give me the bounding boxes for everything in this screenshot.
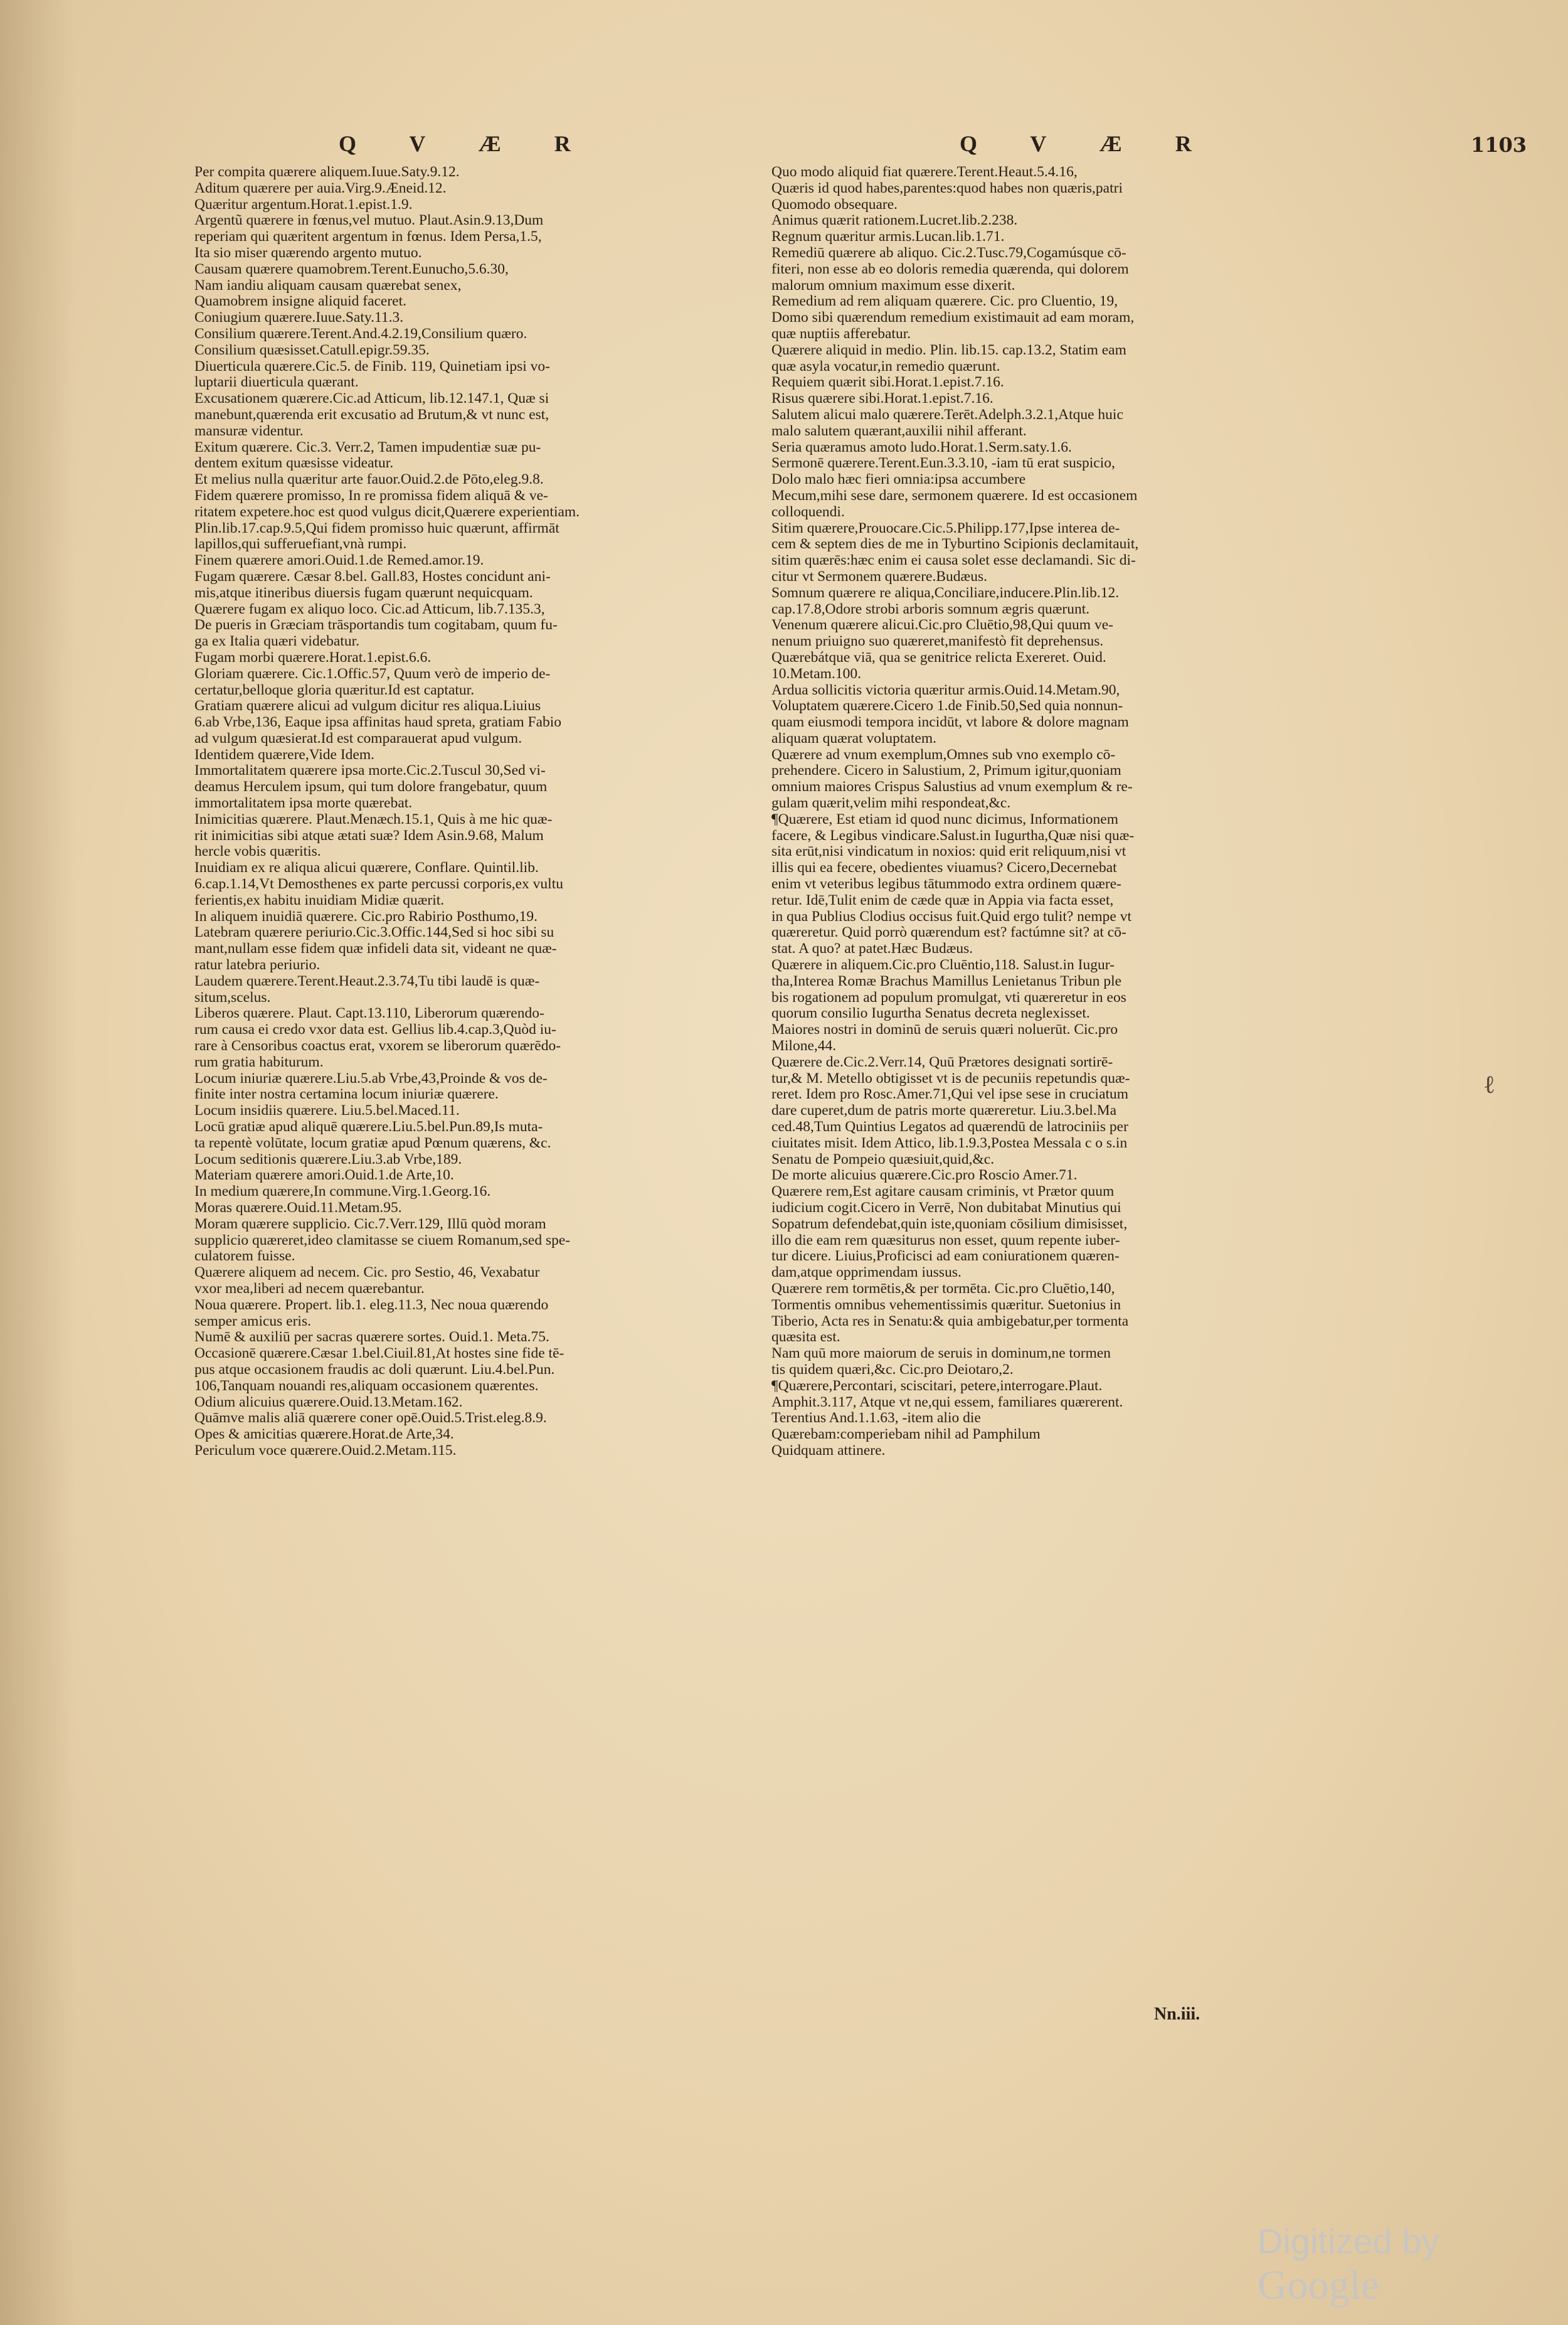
text-line: Quærere de.Cic.2.Verr.14, Quū Prætores designati sortirē- — [771, 1054, 1113, 1070]
text-line: ciuitates misit. Idem Attico, lib.1.9.3,Postea Messala c o s.in — [771, 1135, 1128, 1151]
text-line: Quidquam attinere. — [771, 1442, 886, 1459]
text-line: Quærere aliquem ad necem. Cic. pro Sestio, 46, Vexabatur — [194, 1265, 540, 1281]
text-line: fiteri, non esse ab eo doloris remedia quærenda, qui dolorem — [771, 261, 1129, 277]
text-line: finite inter nostra certamina locum iniuriæ quærere. — [194, 1087, 499, 1103]
text-line: ¶Quærere,Percontari, sciscitari, petere,interrogare.Plaut. — [771, 1378, 1103, 1394]
text-line: 6.cap.1.14,Vt Demosthenes ex parte percussi corporis,ex vultu — [194, 876, 563, 893]
text-line: Animus quærit rationem.Lucret.lib.2.238. — [771, 213, 1018, 229]
text-line: dentem exitum quæsisse videatur. — [194, 455, 394, 472]
text-line: 106,Tanquam nouandi res,aliquam occasionem quærentes. — [194, 1378, 539, 1394]
text-line: Opes & amicitias quærere.Horat.de Arte,34. — [194, 1427, 454, 1443]
text-line: Venenum quærere alicui.Cic.pro Cluētio,98,Qui quum ve- — [771, 617, 1113, 634]
text-line: Dolo malo hæc fieri omnia:ipsa accumbere — [771, 472, 1026, 488]
text-line: mansuræ videntur. — [194, 423, 304, 439]
text-line: quorum consilio Iugurtha Senatus decreta neglexisset. — [771, 1006, 1090, 1022]
watermark-brand: Google — [1258, 2262, 1380, 2308]
text-line: Laudem quærere.Terent.Heaut.2.3.74,Tu tibi laudē is quæ- — [194, 973, 540, 989]
text-line: Voluptatem quærere.Cicero 1.de Finib.50,Sed quia nonnun- — [771, 698, 1123, 715]
page-edge-shadow — [0, 0, 75, 2325]
text-line: Aditum quærere per auia.Virg.9.Æneid.12. — [194, 180, 447, 196]
text-line: Plin.lib.17.cap.9.5,Qui fidem promisso huic quærunt, affirmāt — [194, 520, 559, 536]
text-line: culatorem fuisse. — [194, 1248, 295, 1265]
text-line: Quærebátque viā, qua se genitrice relicta Exereret. Ouid. — [771, 649, 1106, 666]
text-line: retur. Idē,Tulit enim de cæde quæ in Appia via facta esset, — [771, 892, 1114, 908]
text-line: omnium maiores Crispus Salustius ad vnum exemplum & re- — [771, 779, 1133, 795]
text-line: De pueris in Græciam trāsportandis tum cogitabam, quum fu- — [194, 617, 558, 634]
margin-mark: ℓ — [1483, 1070, 1496, 1099]
text-line: Diuerticula quærere.Cic.5. de Finib. 119, Quinetiam ipsi vo- — [194, 358, 550, 375]
text-line: Excusationem quærere.Cic.ad Atticum, lib.12.147.1, Quæ si — [194, 391, 549, 407]
text-line: Liberos quærere. Plaut. Capt.13.110, Liberorum quærendo- — [194, 1006, 544, 1022]
text-line: Remediū quærere ab aliquo. Cic.2.Tusc.79,Cogamúsque cō- — [771, 245, 1126, 261]
text-line: ratur latebra periurio. — [194, 957, 320, 974]
text-line: Quamobrem insigne aliquid faceret. — [194, 294, 407, 310]
text-line: Locum insidiis quærere. Liu.5.bel.Maced.11. — [194, 1103, 460, 1119]
text-line: In aliquem inuidiā quærere. Cic.pro Rabirio Posthumo,19. — [194, 908, 538, 925]
signature-mark: Nn.iii. — [1154, 2004, 1200, 2024]
text-line: Ita sio miser quærendo argento mutuo. — [194, 245, 422, 261]
text-line: Latebram quærere periurio.Cic.3.Offic.144,Sed si hoc sibi su — [194, 925, 554, 941]
text-line: luptarii diuerticula quærant. — [194, 375, 359, 391]
text-line: Tiberio, Acta res in Senatu:& quia ambigebatur,per tormenta — [771, 1313, 1129, 1329]
text-line: Quo modo aliquid fiat quærere.Terent.Heaut.5.4.16, — [771, 164, 1078, 180]
text-line: cem & septem dies de me in Tyburtino Scipionis declamitauit, — [771, 536, 1139, 553]
text-line: Quæris id quod habes,parentes:quod habes non quæris,patri — [771, 180, 1123, 196]
text-line: gulam quærit,velim mihi respondeat,&c. — [771, 795, 1011, 812]
text-line: Causam quærere quamobrem.Terent.Eunucho,5.6.30, — [194, 261, 509, 277]
text-line: Locū gratiæ apud aliquē quærere.Liu.5.bel.Pun.89,Is muta- — [194, 1119, 543, 1136]
text-line: Identidem quærere,Vide Idem. — [194, 747, 375, 763]
text-line: dare cuperet,dum de patris morte quæreretur. Liu.3.bel.Ma — [771, 1103, 1117, 1119]
text-line: colloquendi. — [771, 504, 845, 520]
text-line: supplicio quæreret,ideo clamitasse se ciuem Romanum,sed spe- — [194, 1232, 571, 1248]
text-line: certatur,belloque gloria quæritur.Id est captatur. — [194, 682, 475, 698]
text-line: Occasionē quærere.Cæsar 1.bel.Ciuil.81,At hostes sine fide tē- — [194, 1346, 564, 1362]
text-line: quæ nuptiis afferebatur. — [771, 326, 911, 342]
text-line: in qua Publius Clodius occisus fuit.Quid ergo tulit? nempe vt — [771, 908, 1131, 925]
text-line: Consilium quæsisset.Catull.epigr.59.35. — [194, 342, 430, 358]
text-line: tis quidem quæri,&c. Cic.pro Deiotaro,2. — [771, 1361, 1014, 1378]
text-line: sita erūt,nisi vindicatum in noxios: quid erit reliquum,nisi vt — [771, 844, 1126, 860]
text-line: facere, & Legibus vindicare.Salust.in Iugurtha,Quæ nisi quæ- — [771, 827, 1135, 844]
text-line: malorum omnium maximum esse dixerit. — [771, 277, 1015, 294]
text-line: ad vulgum quæsierat.Id est comparauerat apud vulgum. — [194, 730, 522, 747]
text-line: Milone,44. — [771, 1038, 837, 1055]
text-line: reperiam qui quæritent argentum in fœnus. Idem Persa,1.5, — [194, 229, 542, 245]
text-line: ferientis,ex habitu inuidiam Midiæ quærit. — [194, 892, 445, 908]
text-line: rum causa ei credo vxor data est. Gellius lib.4.cap.3,Quòd iu- — [194, 1022, 556, 1038]
right-column — [771, 164, 1292, 1459]
text-line: Sermonē quærere.Terent.Eun.3.3.10, -iam tū erat suspicio, — [771, 455, 1115, 472]
text-line: Odium alicuius quærere.Ouid.13.Metam.162. — [194, 1394, 463, 1410]
text-line: rare à Censoribus coactus erat, vxorem se liberorum quærēdo- — [194, 1038, 561, 1055]
text-line: mis,atque itineribus diuersis fugam quærunt nequicquam. — [194, 585, 533, 601]
page-number: 1103 — [1471, 133, 1527, 157]
text-line: Exitum quærere. Cic.3. Verr.2, Tamen impudentiæ suæ pu- — [194, 439, 541, 455]
text-line: Salutem alicui malo quærere.Terēt.Adelph.3.2.1,Atque huic — [771, 407, 1123, 423]
running-head-right: Q V Æ R — [960, 131, 1216, 156]
text-line: Moras quærere.Ouid.11.Metam.95. — [194, 1200, 402, 1216]
text-line: quam eiusmodi tempora incidūt, vt labore & dolore magnam — [771, 715, 1129, 731]
text-line: malo salutem quærant,auxilii nihil afferant. — [771, 423, 1027, 439]
text-line: Amphit.3.117, Atque vt ne,qui essem, familiares quærerent. — [771, 1394, 1123, 1410]
digitization-watermark — [1258, 2221, 1568, 2309]
text-line: illo die eam rem quæsiturus non esset, quum repente iuber- — [771, 1232, 1120, 1248]
text-line: bis rogationem ad populum promulgat, vti quæreretur in eos — [771, 989, 1126, 1006]
running-head-left: Q V Æ R — [339, 131, 595, 156]
text-line: manebunt,quærenda erit excusatio ad Brutum,& vt nunc est, — [194, 407, 549, 423]
text-line: quæ asyla vocatur,in remedio quærunt. — [771, 358, 1000, 375]
text-line: vxor mea,liberi ad necem quærebantur. — [194, 1280, 425, 1297]
text-line: Sopatrum defendebat,quin iste,quoniam cōsilium dimisisset, — [771, 1216, 1128, 1232]
text-line: Numē & auxiliū per sacras quærere sortes. Ouid.1. Meta.75. — [194, 1329, 549, 1346]
text-line: Risus quærere sibi.Horat.1.epist.7.16. — [771, 391, 993, 407]
text-line: Gratiam quærere alicui ad vulgum dicitur res aliqua.Liuius — [194, 698, 541, 715]
text-line: Nam iandiu aliquam causam quærebat senex, — [194, 277, 462, 294]
text-line: dam,atque opprimendam iussus. — [771, 1265, 961, 1281]
text-line: ¶Quærere, Est etiam id quod nunc dicimus, Informationem — [771, 811, 1118, 827]
text-line: Quærere ad vnum exemplum,Omnes sub vno exemplo cō- — [771, 747, 1116, 763]
text-line: Inimicitias quærere. Plaut.Menæch.15.1, Quis à me hic quæ- — [194, 811, 553, 827]
text-line: Fidem quærere promisso, In re promissa fidem aliquā & ve- — [194, 487, 548, 504]
text-line: rit inimicitias sibi atque ætati suæ? Idem Asin.9.68, Malum — [194, 827, 544, 844]
text-line: Somnum quærere re aliqua,Conciliare,inducere.Plin.lib.12. — [771, 585, 1120, 601]
text-line: aliquam quærat voluptatem. — [771, 730, 937, 747]
text-line: Locum iniuriæ quærere.Liu.5.ab Vrbe,43,Proinde & vos de- — [194, 1070, 548, 1087]
text-line: Quærere rem,Est agitare causam criminis, vt Prætor quum — [771, 1184, 1115, 1200]
text-line: situm,scelus. — [194, 989, 271, 1006]
text-line: stat. A quo? at patet.Hæc Budæus. — [771, 941, 973, 957]
watermark-prefix: Digitized by — [1258, 2221, 1439, 2261]
text-line: Requiem quærit sibi.Horat.1.epist.7.16. — [771, 375, 1004, 391]
text-line: Et melius nulla quæritur arte fauor.Ouid.2.de Pōto,eleg.9.8. — [194, 472, 544, 488]
text-line: illis qui ea fecere, obedientes viuamus? Cicero,Decernebat — [771, 860, 1117, 876]
text-line: cap.17.8,Odore strobi arboris somnum ægris quærunt. — [771, 601, 1090, 617]
text-line: Mecum,mihi sese dare, sermonem quærere. Id est occasionem — [771, 487, 1138, 504]
text-line: Periculum voce quærere.Ouid.2.Metam.115. — [194, 1442, 457, 1459]
text-line: Quærebam:comperiebam nihil ad Pamphilum — [771, 1427, 1041, 1443]
text-line: Noua quærere. Propert. lib.1. eleg.11.3, Nec noua quærendo — [194, 1297, 549, 1313]
text-line: tur,& M. Metello obtigisset vt is de pecuniis repetundis quæ- — [771, 1070, 1130, 1087]
text-line: Quāmve malis aliā quærere coner opē.Ouid.5.Trist.eleg.8.9. — [194, 1410, 547, 1427]
text-line: mant,nullam esse fidem quæ infideli data sit, videant ne quæ- — [194, 941, 557, 957]
text-line: Immortalitatem quærere ipsa morte.Cic.2.Tuscul 30,Sed vi- — [194, 763, 546, 779]
text-line: reret. Idem pro Rosc.Amer.71,Qui vel ipse sese in cruciatum — [771, 1087, 1129, 1103]
text-line: Domo sibi quærendum remedium existimauit ad eam moram, — [771, 310, 1135, 326]
text-line: Fugam quærere. Cæsar 8.bel. Gall.83, Hostes concidunt ani- — [194, 568, 551, 585]
text-line: Seria quæramus amoto ludo.Horat.1.Serm.saty.1.6. — [771, 439, 1072, 455]
text-line: quæreretur. Quid porrò quærendum est? factúmne sit? at cō- — [771, 925, 1126, 941]
text-line: Quæritur argentum.Horat.1.epist.1.9. — [194, 196, 413, 213]
text-line: ga ex Italia quæri videbatur. — [194, 634, 359, 650]
text-line: hercle vobis quæritis. — [194, 844, 321, 860]
text-line: Sitim quærere,Prouocare.Cic.5.Philipp.177,Ipse interea de- — [771, 520, 1120, 536]
text-line: quæsita est. — [771, 1329, 840, 1346]
text-line: nenum priuigno suo quæreret,manifestò fit deprehensus. — [771, 634, 1104, 650]
text-line: Coniugium quærere.Iuue.Saty.11.3. — [194, 310, 404, 326]
text-line: Quærere in aliquem.Cic.pro Cluēntio,118. Salust.in Iugur- — [771, 957, 1115, 974]
left-column — [194, 164, 746, 1459]
text-line: immortalitatem ipsa morte quærebat. — [194, 795, 413, 812]
text-line: Remedium ad rem aliquam quærere. Cic. pro Cluentio, 19, — [771, 294, 1118, 310]
text-line: Regnum quæritur armis.Lucan.lib.1.71. — [771, 229, 1005, 245]
text-line: Ardua sollicitis victoria quæritur armis.Ouid.14.Metam.90, — [771, 682, 1120, 698]
text-line: Materiam quærere amori.Ouid.1.de Arte,10. — [194, 1168, 454, 1184]
text-line: ced.48,Tum Quintius Legatos ad quærendū de latrociniis per — [771, 1119, 1128, 1136]
text-line: Quærere fugam ex aliquo loco. Cic.ad Atticum, lib.7.135.3, — [194, 601, 545, 617]
text-line: 6.ab Vrbe,136, Eaque ipsa affinitas haud spreta, gratiam Fabio — [194, 715, 562, 731]
text-line: Gloriam quærere. Cic.1.Offic.57, Quum verò de imperio de- — [194, 666, 551, 682]
text-line: tha,Interea Romæ Brachus Mamillus Lenietanus Tribun ple — [771, 973, 1122, 989]
text-line: Quærere aliquid in medio. Plin. lib.15. cap.13.2, Statim eam — [771, 342, 1126, 358]
text-line: Quomodo obsequare. — [771, 196, 898, 213]
text-line: Inuidiam ex re aliqua alicui quærere, Conflare. Quintil.lib. — [194, 860, 539, 876]
text-line: enim vt veteribus legibus tātummodo extra ordinem quære- — [771, 876, 1121, 893]
text-line: prehendere. Cicero in Salustium, 2, Primum igitur,quoniam — [771, 763, 1121, 779]
text-line: Fugam morbi quærere.Horat.1.epist.6.6. — [194, 649, 432, 666]
text-line: Terentius And.1.1.63, -item alio die — [771, 1410, 981, 1427]
text-line: Senatu de Pompeio quæsiuit,quid,&c. — [771, 1151, 995, 1168]
text-line: ritatem expetere.hoc est quod vulgus dicit,Quærere experientiam. — [194, 504, 580, 520]
text-line: pus atque occasionem fraudis ac doli quærunt. Liu.4.bel.Pun. — [194, 1361, 555, 1378]
text-line: Locum seditionis quærere.Liu.3.ab Vrbe,189. — [194, 1151, 462, 1168]
text-line: semper amicus eris. — [194, 1313, 311, 1329]
text-line: Consilium quærere.Terent.And.4.2.19,Consilium quæro. — [194, 326, 527, 342]
text-line: rum gratia habiturum. — [194, 1054, 324, 1070]
text-line: Tormentis omnibus vehementissimis quæritur. Suetonius in — [771, 1297, 1121, 1313]
text-line: sitim quærēs:hæc enim ei causa solet esse declamandi. Sic di- — [771, 553, 1136, 569]
text-line: Maiores nostri in dominū de seruis quæri noluerūt. Cic.pro — [771, 1022, 1118, 1038]
text-line: ta repentè volūtate, locum gratiæ apud Pœnum quærens, &c. — [194, 1135, 551, 1151]
text-line: Per compita quærere aliquem.Iuue.Saty.9.12. — [194, 164, 460, 180]
text-line: Moram quærere supplicio. Cic.7.Verr.129, Illū quòd moram — [194, 1216, 546, 1232]
text-line: Argentũ quærere in fœnus,vel mutuo. Plaut.Asin.9.13,Dum — [194, 213, 544, 229]
text-line: Quærere rem tormētis,& per tormēta. Cic.pro Cluētio,140, — [771, 1280, 1115, 1297]
text-line: 10.Metam.100. — [771, 666, 861, 682]
text-line: deamus Herculem ipsum, qui tum dolore frangebatur, quum — [194, 779, 548, 795]
text-line: In medium quærere,In commune.Virg.1.Georg.16. — [194, 1184, 491, 1200]
text-line: iudicium cogit.Cicero in Verrē, Non dubitabat Minutius qui — [771, 1200, 1121, 1216]
text-line: De morte alicuius quærere.Cic.pro Roscio Amer.71. — [771, 1168, 1078, 1184]
text-line: citur vt Sermonem quærere.Budæus. — [771, 568, 987, 585]
text-line: Finem quærere amori.Ouid.1.de Remed.amor.19. — [194, 553, 484, 569]
text-line: lapillos,qui sufferuefiant,vnà rumpi. — [194, 536, 407, 553]
text-line: Nam quū more maiorum de seruis in dominum,ne tormen — [771, 1346, 1111, 1362]
text-line: tur dicere. Liuius,Proficisci ad eam coniurationem quæren- — [771, 1248, 1120, 1265]
